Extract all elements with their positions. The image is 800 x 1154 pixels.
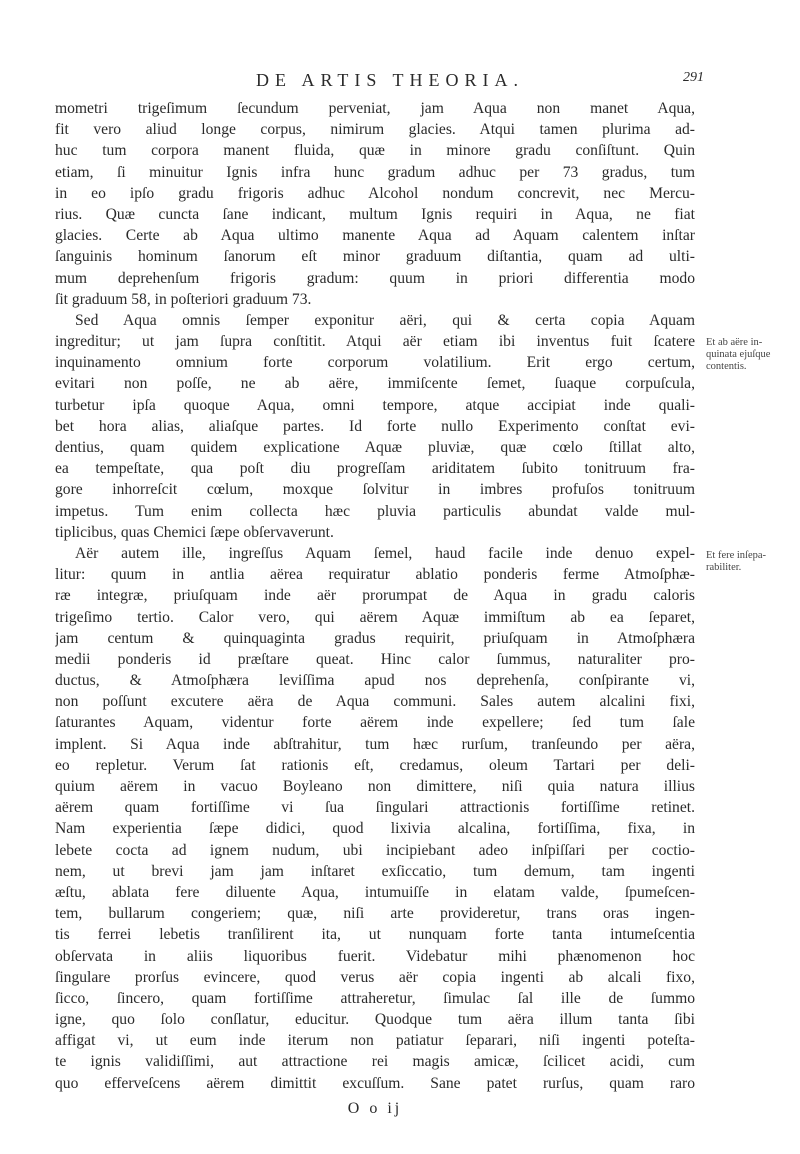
text-line: non poſſunt excutere aëra de Aqua communi. Sales autem alcalini fixi, — [55, 693, 695, 711]
text-line: aërem quam fortiſſime vi ſua ſingulari attractionis fortiſſime retinet. — [55, 799, 695, 817]
text-line: nem, ut brevi jam jam inſtaret exſiccatio, tum demum, tam ingenti — [55, 862, 695, 880]
text-line: æſtu, ablata fere diluente Aqua, intumuiſſe in elatam valde, ſpumeſcen- — [55, 883, 695, 901]
text-line: ſingulare prorſus evincere, quod verus aër copia ingenti ab alcali fixo, — [55, 968, 695, 986]
text-line: igne, quo ſolo conſlatur, educitur. Quodque tum aëra illum tanta ſibi — [55, 1011, 695, 1029]
margin-note-line: Et ab aëre in- — [706, 337, 763, 348]
running-head — [90, 70, 704, 92]
margin-note-line: quinata ejuſque — [706, 349, 771, 360]
text-line: huc tum corpora manent fluida, quæ in minore gradu conſiſtunt. Quin — [55, 142, 695, 160]
text-line: ſit graduum 58, in poſteriori graduum 73. — [55, 290, 312, 308]
text-line: rius. Quæ cuncta ſane indicant, multum Ignis requiri in Aqua, ne fiat — [55, 205, 695, 223]
margin-note-line: rabiliter. — [706, 562, 742, 573]
text-line: implent. Si Aqua inde abſtrahitur, tum hæc rurſum, tranſeundo per aëra, — [55, 735, 695, 753]
text-line: ræ integræ, priuſquam inde aër prorumpat de Aqua in gradu caloris — [55, 587, 695, 605]
margin-note-2 — [706, 550, 796, 574]
text-line: quo efferveſcens aërem dimittit excuſſum. Sane patet rurſus, quam raro — [55, 1074, 695, 1092]
text-line: ea tempeſtate, qua poſt diu progreſſam ariditatem ſubito tonitruum fra- — [55, 460, 695, 478]
text-line: inquinamento omnium forte corporum volatilium. Erit ergo certum, — [55, 354, 695, 372]
margin-note-line: Et fere inſepa- — [706, 550, 767, 561]
margin-note-1 — [706, 337, 796, 373]
text-line: tem, bullarum congeriem; quæ, niſi arte provideretur, trans oras ingen- — [55, 905, 695, 923]
text-line: ſanguinis hominum ſanorum eſt minor graduum diſtantia, quam ad ulti- — [55, 248, 695, 266]
text-line: gore inhorreſcit cœlum, moxque ſolvitur in imbres profuſos tonitruum — [55, 481, 695, 499]
text-line: affigat vi, ut eum inde iterum non patiatur ſeparari, niſi ingenti poteſta- — [55, 1032, 695, 1050]
text-line: ſicco, ſincero, quam fortiſſime attraheretur, ſimulac ſal ille de ſummo — [55, 989, 695, 1007]
text-line: Nam experientia ſæpe didici, quod lixivia alcalina, fortiſſima, fixa, in — [55, 820, 695, 838]
text-line: glacies. Certe ab Aqua ultimo manente Aqua ad Aquam calentem inſtar — [55, 227, 695, 245]
text-line: ingreditur; ut jam ſupra conſtitit. Atqui aër etiam ibi inventus fuit ſcatere — [55, 333, 695, 351]
text-line: etiam, ſi minuitur Ignis infra hunc gradum adhuc per 73 gradus, tum — [55, 163, 695, 181]
text-line: fit vero aliud longe corpus, nimirum glacies. Atqui tamen plurima ad- — [55, 121, 695, 139]
text-line: Aër autem ille, ingreſſus Aquam ſemel, haud facile inde denuo expel- — [75, 544, 695, 562]
text-line: evitari non poſſe, ne ab aëre, immiſcente ſemet, ſuaque corpuſcula, — [55, 375, 695, 393]
text-line: bet hora alias, aliaſque partes. Id forte nullo Experimento conſtat evi- — [55, 417, 695, 435]
text-line: tiplicibus, quas Chemici ſæpe obſervaverunt. — [55, 523, 334, 541]
text-line: tis ferrei lebetis tranſilirent ita, ut nunquam forte tanta intumeſcentia — [55, 926, 695, 944]
page-number: 291 — [683, 70, 704, 85]
text-line: te ignis validiſſimi, aut attractione rei magis amicæ, ſcilicet acidi, cum — [55, 1053, 695, 1071]
text-line: lebete cocta ad ignem nudum, ubi incipiebant adeo inſpiſſari per coctio- — [55, 841, 695, 859]
text-line: trigeſimo tertio. Calor vero, qui aërem Aquæ immiſtum ab ea ſeparet, — [55, 608, 695, 626]
text-line: eo repletur. Verum ſat rationis eſt, credamus, oleum Tartari per deli- — [55, 756, 695, 774]
margin-note-line: contentis. — [706, 361, 747, 372]
text-line: dentius, quam quidem explicatione Aquæ pluviæ, quæ cœlo ſtillat alto, — [55, 439, 695, 456]
text-line: ductus, & Atmoſphæra leviſſima apud nos deprehenſa, conſpirante vi, — [55, 672, 695, 690]
text-line: impetus. Tum enim collecta hæc pluvia particulis abundat valde mul- — [55, 502, 695, 520]
text-line: in eo ipſo gradu frigoris adhuc Alcohol nondum concrevit, nec Mercu- — [55, 184, 695, 202]
text-line: litur: quum in antlia aërea requiratur ablatio ponderis ferme Atmoſphæ- — [55, 566, 695, 584]
running-title: DE ARTIS THEORIA. — [255, 70, 525, 90]
text-line: quium aërem in vacuo Boyleano non dimittere, niſi quia natura illius — [55, 778, 695, 795]
text-line: obſervata in aliis liquoribus fuerit. Videbatur mihi phænomenon hoc — [55, 947, 695, 965]
signature-mark: O o ij — [347, 1100, 403, 1117]
text-line: Sed Aqua omnis ſemper exponitur aëri, qui & certa copia Aquam — [75, 311, 695, 329]
text-line: mometri trigeſimum ſecundum perveniat, jam Aqua non manet Aqua, — [55, 100, 695, 117]
text-line: turbetur ipſa quoque Aqua, omni tempore, atque accipiat inde quali- — [55, 396, 695, 414]
text-line: ſaturantes Aquam, videntur forte aërem inde expellere; ſed tum ſale — [55, 714, 695, 732]
text-line: medii ponderis id præſtare queat. Hinc calor ſummus, naturaliter pro- — [55, 650, 695, 668]
text-line: mum deprehenſum frigoris gradum: quum in priori differentia modo — [55, 269, 695, 287]
text-line: jam centum & quinquaginta gradus requirit, priuſquam in Atmoſphæra — [55, 629, 695, 647]
body-text — [55, 98, 695, 1094]
